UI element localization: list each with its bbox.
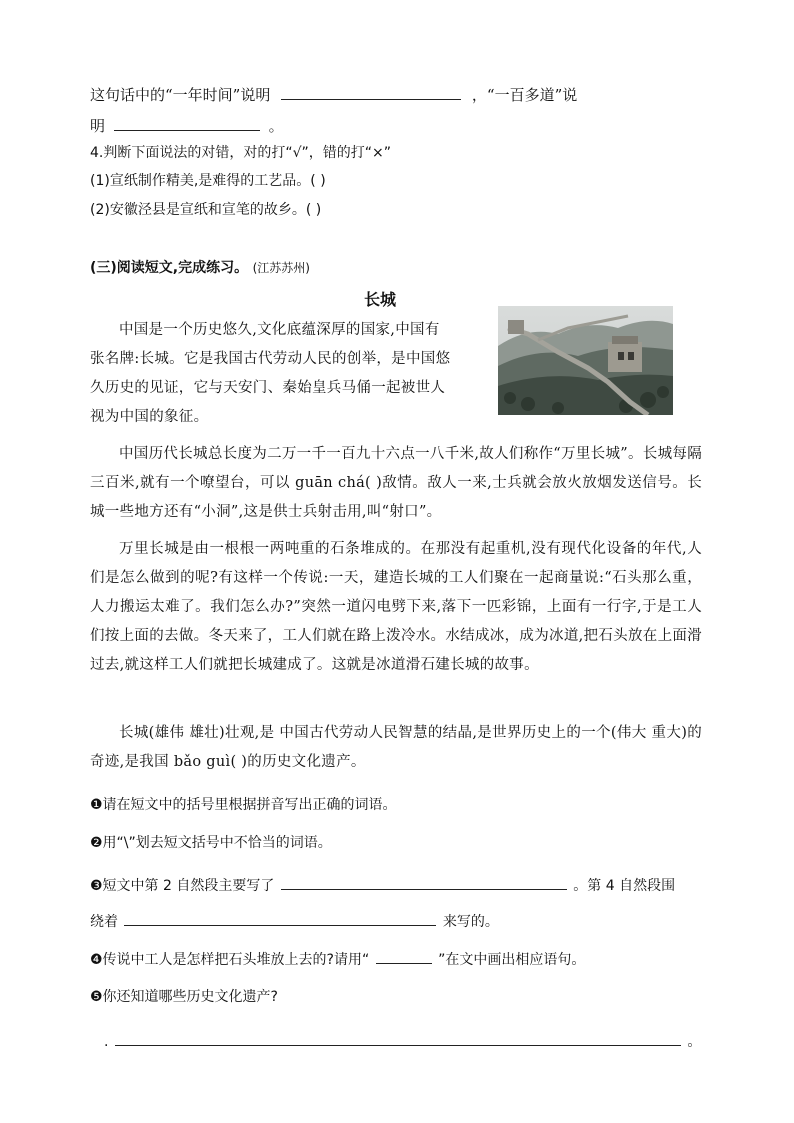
judge-item-1: (1)宣纸制作精美,是难得的工艺品。( ) [90, 173, 326, 189]
question-4 [90, 948, 585, 971]
p1-line-4: 视为中国的象征。 [90, 409, 209, 425]
judge-item-2: (2)安徽泾县是宣纸和宣笔的故乡。( ) [90, 202, 322, 218]
answer-blank-2[interactable] [114, 115, 260, 131]
p3-text: 万里长城是由一根根一两吨重的石条堆成的。在那没有起重机,没有现代化设备的年代,人们是怎么做到的呢?有这样一个传说:一天，建造长城的工人们聚在一起商量说:“石头那么重，人力搬运太难了。我们怎么办?”突然一道闪电劈下来,落下一匹彩锦，上面有一行字,于是工人们按上面的去做。冬天来了，工人们就在路上泼冷水。水结成冰，成为冰道,把石头放在上面滑过去,就这样工人们就把长城建成了。这就是冰道滑石建长城的故事。 [90, 541, 702, 673]
q3-text-d: 来写的。 [442, 914, 499, 930]
section-heading [90, 258, 310, 278]
great-wall-photo [498, 306, 673, 415]
q3-blank-2[interactable] [124, 910, 436, 926]
line2-text-b: 。 [268, 117, 284, 135]
line2-text-a: 明 [90, 117, 106, 135]
q4-text-a: ❹传说中工人是怎样把石头堆放上去的?请用“ [90, 952, 370, 968]
question-3-cont [90, 910, 499, 933]
question-3 [90, 874, 675, 897]
line1-text-a: 这句话中的“一年时间”说明 [90, 86, 271, 104]
question-2: ❷用“\”划去短文括号中不恰当的词语。 [90, 835, 332, 851]
question-1: ❶请在短文中的括号里根据拼音写出正确的词语。 [90, 797, 397, 813]
p1-line-2: 张名牌:长城。它是我国古代劳动人民的创举，是中国悠 [90, 351, 451, 367]
section-source: (江苏苏州) [252, 261, 310, 275]
paragraph-2 [90, 440, 702, 527]
q3-text-c: 绕着 [90, 914, 118, 930]
paragraph-4 [90, 719, 702, 777]
q5-blank[interactable] [115, 1030, 681, 1046]
q3-text-b: 。第 4 自然段围 [573, 878, 676, 894]
p1-line-1: 中国是一个历史悠久,文化底蕴深厚的国家,中国有 [119, 322, 440, 338]
p4-text: 长城(雄伟 雄壮)壮观,是 中国古代劳动人民智慧的结晶,是世界历史上的一个(伟大 重大)的奇迹,是我国 bǎo guì( )的历史文化遗产。 [90, 725, 702, 770]
article-title: 长城 [363, 290, 396, 309]
q5-lead: . [104, 1034, 109, 1050]
line1-text-b: ，“一百多道”说 [471, 86, 578, 104]
p1-line-3: 久历史的见证，它与天安门、秦始皇兵马俑一起被世人 [90, 380, 446, 396]
q4-underline-sample [376, 948, 432, 964]
q3-answer-line-2 [90, 115, 284, 136]
question-5-answer-line [104, 1030, 701, 1053]
answer-blank-1[interactable] [281, 84, 461, 100]
q5-end: 。 [687, 1034, 702, 1050]
q3-answer-line [90, 84, 577, 105]
question-5: ❺你还知道哪些历史文化遗产? [90, 989, 278, 1005]
q4-text-b: ”在文中画出相应语句。 [438, 952, 586, 968]
judge-question: 4.判断下面说法的对错，对的打“√”，错的打“×” [90, 145, 392, 161]
paragraph-1 [90, 316, 494, 432]
q3-blank-1[interactable] [281, 874, 567, 890]
q3-text-a: ❸短文中第 2 自然段主要写了 [90, 878, 275, 894]
p2-text: 中国历代长城总长度为二万一千一百九十六点一八千米,故人们称作“万里长城”。长城每隔三百米,就有一个嘹望台，可以 guān chá( )敌情。敌人一来,士兵就会放火放烟发送信号。长城一些地方还有“小洞”,这是供士兵射击用,叫“射口”。 [90, 446, 702, 520]
paragraph-3 [90, 535, 702, 680]
section-heading-text: (三)阅读短文,完成练习。 [90, 260, 249, 276]
